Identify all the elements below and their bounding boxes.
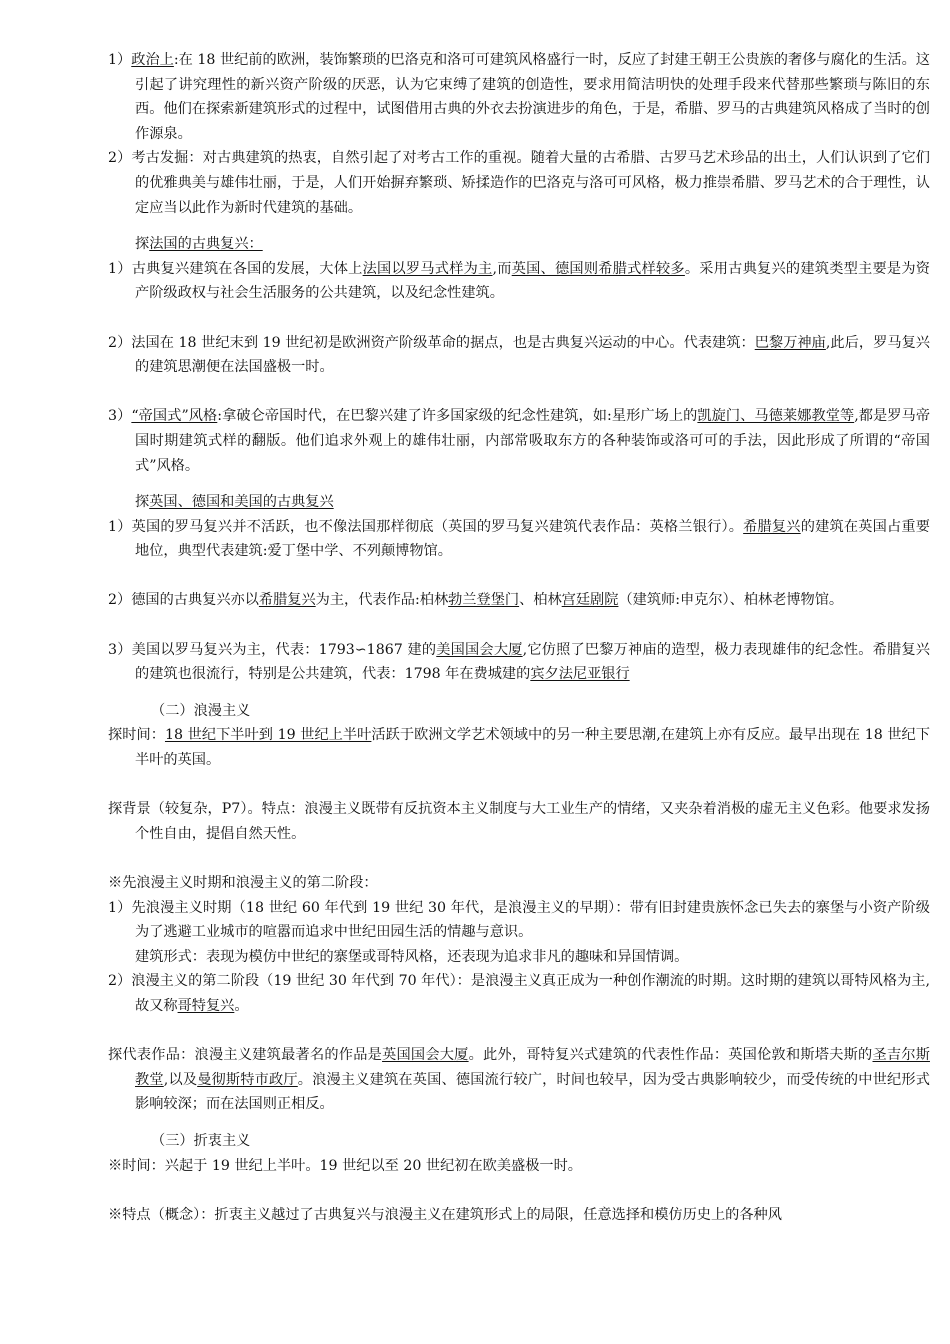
paragraph-romanticism-background: 探背景（较复杂，P7）。特点：浪漫主义既带有反抗资本主义制度与大工业生产的情绪，又夹杂着消极的虚无主义色彩。他要求发扬个性自由，提倡自然天性。 [108,801,930,842]
term-court-theatre: 宫廷剧院 [561,592,619,609]
paragraph-text: ,此后，罗马复兴的建筑思潮便在法国盛极一时。 [135,334,930,376]
term-uk-de-greek: 英国、德国则希腊式样较多 [511,260,685,277]
list-marker: 3） [108,408,132,425]
paragraph-romanticism-second-stage [108,969,930,1018]
paragraph-text: :在 18 世纪前的欧洲，装饰繁琐的巴洛克和洛可可建筑风格盛行一时，反应了封建王朝王公贵族的奢侈与腐化的生活。这引起了讲究理性的新兴资产阶级的厌恶，认为它束缚了建筑的创造性，要求用简洁明快的处理手段来代替那些繁琐与陈旧的东西。他们在探索新建筑形式的过程中，试图借用古典的外衣去扮演进步的角色，于是，希腊、罗马的古典建筑风格成了当时的创作源泉。 [135,52,930,142]
term-manchester-town-hall: 曼彻斯特市政厅 [197,1071,298,1088]
paragraph-text: ,以及 [163,1071,198,1088]
paragraph-eclecticism-time: ※时间：兴起于 19 世纪上半叶。19 世纪以至 20 世纪初在欧美盛极一时。 [108,1157,582,1174]
paragraph-text: 。此外，哥特复兴式建筑的代表性作品：英国伦敦和斯塔夫斯的 [468,1047,873,1064]
paragraph-text: 探时间： [108,727,165,744]
paragraph-architecture-form: 建筑形式：表现为模仿中世纪的寨堡或哥特风格，还表现为追求非凡的趣味和异国情调。 [135,948,689,965]
term-arc-madeleine: 凯旋门、马德莱娜教堂等 [697,408,855,425]
heading-uk-de-us-classical-revival [108,490,930,515]
heading-prefix: 探 [135,494,150,511]
term-houses-of-parliament: 英国国会大厦 [382,1047,469,1064]
paragraph-text: 。 [234,997,249,1014]
paragraph-pre-romanticism: 1）先浪漫主义时期（18 世纪 60 年代到 19 世纪 30 年代，是浪漫主义的早期）：带有旧封建贵族怀念已失去的寨堡与小资产阶级为了逃避工业城市的喧嚣而追求中世纪田园生活的情趣与意识。 [108,899,930,941]
paragraph-france-3 [108,404,930,478]
paragraph-text: 。浪漫主义建筑在英国、德国流行较广，时间也较早，因为受古典影响较少，而受传统的中世纪形式影响较深；而在法国则正相反。 [135,1071,930,1113]
paragraph-text: 2）德国的古典复兴亦以 [108,592,259,609]
term-politics: 政治上 [131,52,174,68]
list-marker: 1） [108,52,132,68]
paragraph-text: 2）法国在 18 世纪末到 19 世纪初是欧洲资产阶级革命的据点，也是古典复兴运动的中心。代表建筑： [108,334,755,351]
term-bank-of-pennsylvania: 宾夕法尼亚银行 [530,666,630,683]
paragraph-text: 2）浪漫主义的第二阶段（19 世纪 30 年代到 70 年代）：是浪漫主义真正成为一种创作潮流的时期。这时期的建筑以哥特风格为主,故又称 [108,973,930,1014]
paragraph-archaeology: 2）考古发掘：对古典建筑的热衷，自然引起了对考古工作的重视。随着大量的古希腊、古罗马艺术珍品的出土，人们认识到了它们的优雅典美与雄伟壮丽，于是，人们开始摒弃繁琐、矫揉造作的巴洛克与洛可可风格，极力推崇希腊、罗马艺术的合于理性，认定应当以此作为新时代建筑的基础。 [108,150,930,216]
term-empire-style: “帝国式”风格 [131,408,218,425]
paragraph-text: :拿破仑帝国时代，在巴黎兴建了许多国家级的纪念性建筑，如:星形广场上的 [217,408,698,425]
heading-text: 英国、德国和美国的古典复兴 [149,494,334,511]
paragraph-text: 的建筑在英国占重要地位，典型代表建筑:爱丁堡中学、不列颠博物馆。 [135,518,930,560]
paragraph-text: ,都是罗马帝国时期建筑式样的翻版。他们追求外观上的雄伟壮丽，内部常吸取东方的各种装饰或洛可可的手法，因此形成了所谓的“帝国式”风格。 [135,408,931,474]
term-st-giles: 圣吉尔斯教堂 [135,1047,930,1088]
paragraph-text: 活跃于欧洲文学艺术领域中的另一种主要思潮,在建筑上亦有反应。最早出现在 18 世纪下半叶的英国。 [135,727,930,769]
paragraph-text: 3）美国以罗马复兴为主，代表：1793∽1867 建的 [108,641,437,658]
paragraph-text: 1）古典复兴建筑在各国的发展，大体上 [108,260,363,277]
paragraph-text: ,它仿照了巴黎万神庙的造型，极力表现雄伟的纪念性。希腊复兴的建筑也很流行，特别是公共建筑，代表：1798 年在费城建的 [135,641,930,683]
paragraph-germany [108,588,930,613]
paragraph-text: 探代表作品：浪漫主义建筑最著名的作品是 [108,1047,383,1064]
paragraph-text: （建筑师:申克尔）、柏林老博物馆。 [618,592,844,609]
term-period: 18 世纪下半叶到 19 世纪上半叶 [164,727,372,744]
paragraph-text: 。采用古典复兴的建筑类型主要是为资产阶级政权与社会生活服务的公共建筑，以及纪念性建筑。 [135,260,930,302]
paragraph-france-1 [108,257,930,306]
term-gothic-revival: 哥特复兴 [177,997,235,1014]
paragraph-eclecticism-features: ※特点（概念）：折衷主义越过了古典复兴与浪漫主义在建筑形式上的局限，任意选择和模仿历史上的各种风 [108,1206,782,1223]
heading-text: 法国的古典复兴： [149,236,263,253]
paragraph-uk [108,515,930,564]
paragraph-text: 、柏林 [519,592,562,609]
term-us-capitol: 美国国会大厦 [436,641,523,658]
heading-prefix: 探 [135,236,150,253]
paragraph-france-2 [108,331,930,380]
paragraph-text: ,而 [492,260,512,277]
term-greek-revival: 希腊复兴 [743,518,801,535]
section-heading-romanticism: （二）浪漫主义 [151,702,251,719]
term-brandenburg-gate: 勃兰登堡门 [448,592,520,609]
term-pantheon: 巴黎万神庙 [754,334,826,351]
paragraph-romanticism-time [108,723,930,772]
term-greek-revival: 希腊复兴 [258,592,316,609]
term-france-roman: 法国以罗马式样为主 [362,260,493,277]
paragraph-politics [108,48,930,146]
heading-france-classical-revival [108,232,930,257]
paragraph-romanticism-works [108,1043,930,1117]
section-heading-eclecticism: （三）折衷主义 [151,1132,251,1149]
paragraph-text: 为主，代表作品:柏林 [315,592,449,609]
paragraph-text: 1）英国的罗马复兴并不活跃，也不像法国那样彻底（英国的罗马复兴建筑代表作品：英格兰银行）。 [108,518,744,535]
document-page [108,48,930,1227]
paragraph-usa [108,638,930,687]
paragraph-romanticism-stages-heading: ※先浪漫主义时期和浪漫主义的第二阶段： [108,875,378,891]
